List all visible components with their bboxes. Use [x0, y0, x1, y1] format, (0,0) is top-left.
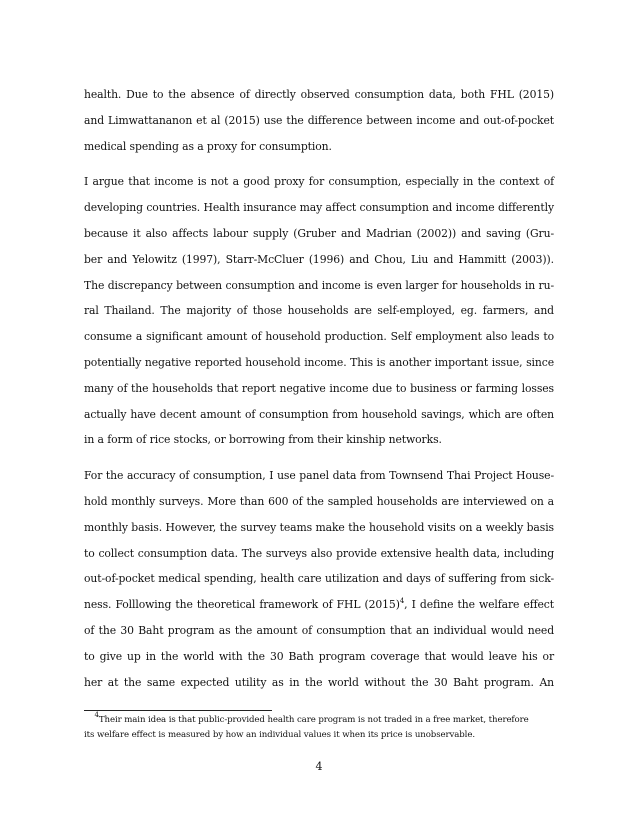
text-line: many of the households that report negative income due to business or farming losses — [84, 381, 554, 395]
text-line: potentially negative reported household income. This is another important issue, since — [84, 355, 554, 369]
text-segment: ness. Folllowing the theoretical framework of FHL (2015) — [84, 598, 400, 612]
text-line-with-footnote — [84, 592, 554, 618]
footnote-mark: 4 — [94, 711, 99, 720]
text-line: developing countries. Health insurance may affect consumption and income differently — [84, 201, 554, 215]
footnote-divider — [84, 710, 272, 711]
page-number: 4 — [315, 760, 323, 773]
text-line: and Limwattananon et al (2015) use the difference between income and out-of-pocket — [84, 113, 554, 127]
footnote-line — [84, 713, 554, 728]
text-segment: , I define the welfare effect — [404, 598, 554, 612]
text-line: hold monthly surveys. More than 600 of the sampled households are interviewed on a — [84, 494, 554, 508]
text-line: ber and Yelowitz (1997), Starr-McCluer (1996) and Chou, Liu and Hammitt (2003)). — [84, 252, 554, 266]
text-line: actually have decent amount of consumption from household savings, which are often — [84, 407, 554, 421]
text-line: consume a significant amount of household production. Self employment also leads to — [84, 330, 554, 344]
text-line: her at the same expected utility as in the world without the 30 Baht program. An — [84, 675, 554, 689]
text-line: ral Thailand. The majority of those households are self-employed, eg. farmers, and — [84, 304, 554, 318]
text-line: to collect consumption data. The surveys also provide extensive health data, including — [84, 546, 554, 560]
footnote — [84, 713, 554, 743]
text-line: For the accuracy of consumption, I use panel data from Townsend Thai Project House- — [84, 469, 554, 483]
text-line: I argue that income is not a good proxy for consumption, especially in the context of — [84, 175, 554, 189]
footnote-reference[interactable]: 4 — [399, 596, 405, 605]
text-line: out-of-pocket medical spending, health care utilization and days of suffering from sick- — [84, 572, 554, 586]
text-line: in a form of rice stocks, or borrowing from their kinship networks. — [84, 433, 442, 447]
text-line: medical spending as a proxy for consumption. — [84, 139, 332, 153]
text-line: The discrepancy between consumption and income is even larger for households in ru- — [84, 278, 554, 292]
paragraph-1 — [84, 82, 554, 159]
paragraph-2 — [84, 169, 554, 453]
footnote-text: Their main idea is that public-provided health care program is not traded in a free market, therefore — [98, 715, 529, 725]
text-line: because it also affects labour supply (Gruber and Madrian (2002)) and saving (Gru- — [84, 226, 554, 240]
body-text — [84, 82, 554, 705]
text-line: health. Due to the absence of directly observed consumption data, both FHL (2015) — [84, 88, 554, 101]
footnote-line: its welfare effect is measured by how an individual values it when its price is unobservable. — [84, 730, 475, 740]
text-line: of the 30 Baht program as the amount of consumption that an individual would need — [84, 623, 554, 637]
text-line: to give up in the world with the 30 Bath program coverage that would leave his or — [84, 649, 554, 663]
text-line: monthly basis. However, the survey teams make the household visits on a weekly basis — [84, 520, 554, 534]
paragraph-3 — [84, 463, 554, 695]
